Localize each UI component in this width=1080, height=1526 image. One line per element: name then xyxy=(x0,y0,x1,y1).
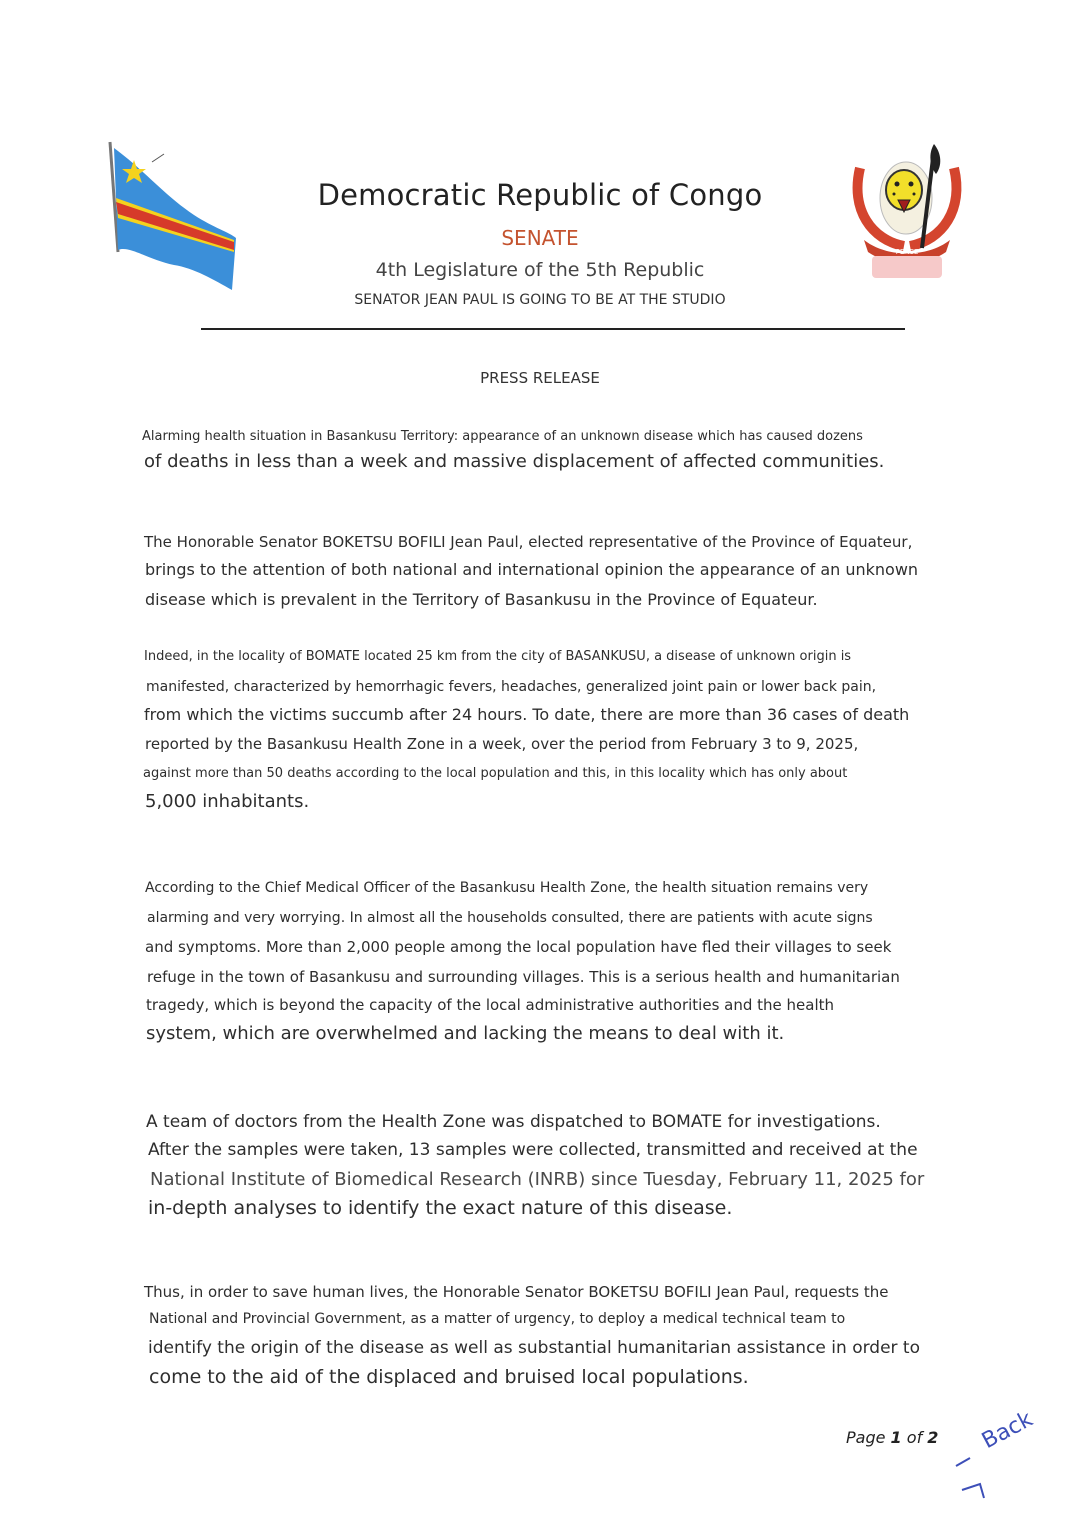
paragraph-line: Alarming health situation in Basankusu Territory: appearance of an unknown disease which has caused dozens xyxy=(142,429,863,444)
paragraph-line: alarming and very worrying. In almost all the households consulted, there are patients with acute signs xyxy=(147,910,873,926)
paragraph-line: According to the Chief Medical Officer of the Basankusu Health Zone, the health situation remains very xyxy=(145,880,869,896)
paragraph-line: refuge in the town of Basankusu and surrounding villages. This is a serious health and humanitarian xyxy=(147,968,900,986)
coat-of-arms-icon xyxy=(842,140,972,285)
paragraph-line: tragedy, which is beyond the capacity of the local administrative authorities and the health xyxy=(146,996,835,1014)
paragraph-line: reported by the Basankusu Health Zone in a week, over the period from February 3 to 9, 2025, xyxy=(145,735,859,753)
paragraph-line: manifested, characterized by hemorrhagic fevers, headaches, generalized joint pain or lower back pain, xyxy=(146,679,877,695)
header-divider xyxy=(201,328,905,330)
page-number: Page 1 of 2 xyxy=(846,1428,939,1447)
document-type-heading: PRESS RELEASE xyxy=(480,369,600,387)
paragraph-line: system, which are overwhelmed and lacking the means to deal with it. xyxy=(146,1023,785,1044)
paragraph-line: A team of doctors from the Health Zone was dispatched to BOMATE for investigations. xyxy=(146,1112,881,1132)
paragraph-line: and symptoms. More than 2,000 people among the local population have fled their villages to seek xyxy=(145,938,892,956)
paragraph-line: National Institute of Biomedical Research (INRB) since Tuesday, February 11, 2025 for xyxy=(150,1169,925,1190)
paragraph-line: disease which is prevalent in the Territory of Basankusu in the Province of Equateur. xyxy=(145,590,818,609)
paragraph-line: from which the victims succumb after 24 hours. To date, there are more than 36 cases of death xyxy=(144,705,910,724)
paragraph-line: brings to the attention of both national and international opinion the appearance of an unknown xyxy=(145,560,919,579)
paragraph-line: identify the origin of the disease as well as substantial humanitarian assistance in order to xyxy=(148,1338,920,1358)
paragraph-line: of deaths in less than a week and massive displacement of affected communities. xyxy=(144,451,885,472)
institution-name: SENATE xyxy=(501,226,579,250)
paragraph-line: in-depth analyses to identify the exact nature of this disease. xyxy=(148,1197,733,1219)
paragraph-line: Indeed, in the locality of BOMATE located 25 km from the city of BASANKUSU, a disease of unknown origin is xyxy=(144,649,852,664)
paragraph-line: against more than 50 deaths according to the local population and this, in this locality which has only about xyxy=(143,766,848,781)
svg-text:PEACE: PEACE xyxy=(895,248,919,256)
paragraph-line: The Honorable Senator BOKETSU BOFILI Jean Paul, elected representative of the Province of Equateur, xyxy=(144,533,913,551)
paragraph-line: come to the aid of the displaced and bruised local populations. xyxy=(149,1366,749,1388)
legislature-line: 4th Legislature of the 5th Republic xyxy=(375,259,705,281)
senator-line: SENATOR JEAN PAUL IS GOING TO BE AT THE STUDIO xyxy=(354,292,726,308)
paragraph-line: After the samples were taken, 13 samples were collected, transmitted and received at the xyxy=(148,1140,918,1160)
paragraph-line: 5,000 inhabitants. xyxy=(145,791,310,812)
paragraph-line: Thus, in order to save human lives, the Honorable Senator BOKETSU BOFILI Jean Paul, requests the xyxy=(144,1283,889,1301)
paragraph-line: National and Provincial Government, as a matter of urgency, to deploy a medical technical team to xyxy=(149,1311,846,1327)
drc-flag-icon xyxy=(104,140,244,295)
country-title: Democratic Republic of Congo xyxy=(317,178,763,212)
handwritten-note: Back xyxy=(978,1406,1037,1455)
